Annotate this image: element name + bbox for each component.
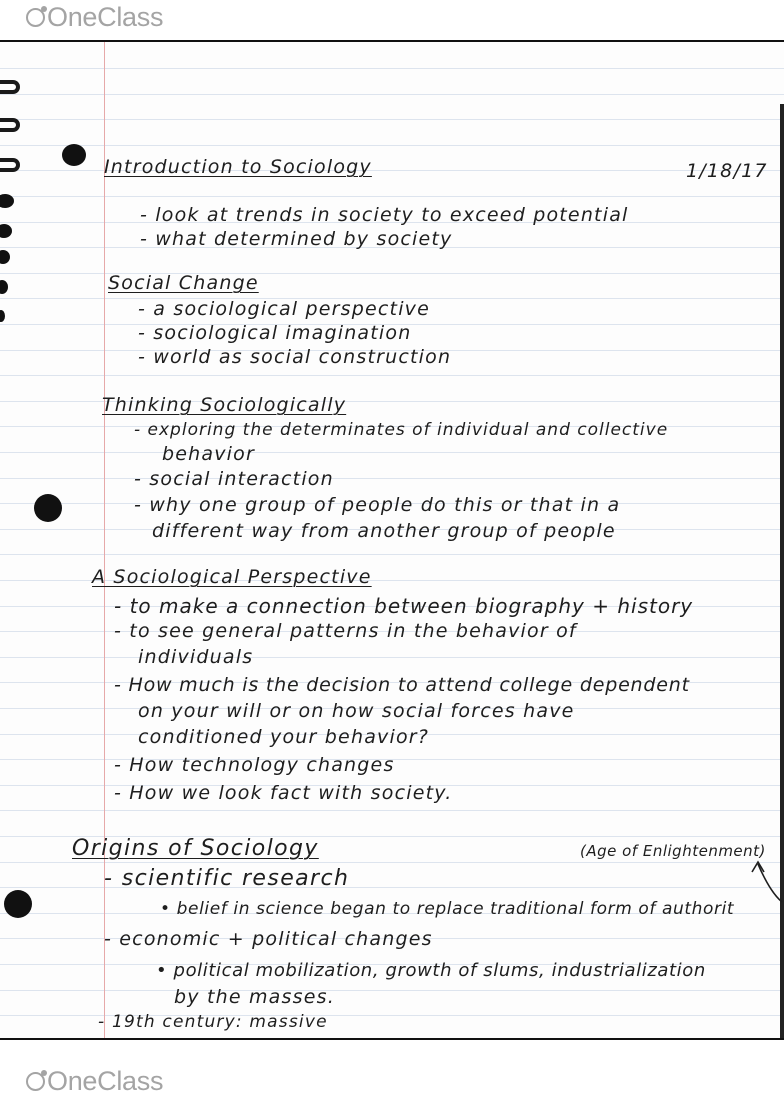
- note-line: - How much is the decision to attend college dependent: [114, 674, 690, 696]
- note-line: - 19th century: massive: [98, 1012, 328, 1032]
- oneclass-logo-text: OneClass: [47, 1066, 164, 1096]
- note-line: - social interaction: [134, 468, 334, 490]
- note-line: • belief in science began to replace traditional form of authorit: [160, 899, 735, 919]
- note-line: - How we look fact with society.: [114, 782, 453, 804]
- note-line: - scientific research: [104, 866, 350, 891]
- note-line: - to see general patterns in the behavior of: [114, 620, 577, 642]
- note-line: - sociological imagination: [138, 322, 412, 344]
- note-line: • political mobilization, growth of slums, industrialization: [156, 960, 706, 981]
- annotation-arrow: [0, 42, 784, 1040]
- oneclass-logo-text: OneClass: [47, 2, 164, 32]
- note-line: - why one group of people do this or that in a: [134, 494, 621, 516]
- note-aside: (Age of Enlightenment): [580, 842, 766, 860]
- heading-social-change: Social Change: [108, 272, 259, 294]
- note-line: on your will or on how social forces have: [138, 700, 575, 722]
- note-line: behavior: [162, 443, 255, 465]
- note-line: - economic + political changes: [104, 928, 433, 950]
- note-line: - exploring the determinates of individual and collective: [134, 420, 669, 440]
- oneclass-logo-icon: [26, 1072, 45, 1091]
- note-line: different way from another group of people: [152, 520, 616, 542]
- heading-introduction: Introduction to Sociology: [104, 156, 372, 178]
- note-line: - look at trends in society to exceed potential: [140, 204, 629, 226]
- notebook-page: [0, 40, 784, 1040]
- heading-sociological-perspective: A Sociological Perspective: [92, 566, 372, 588]
- oneclass-logo-bottom: [26, 1066, 163, 1097]
- note-line: - How technology changes: [114, 754, 395, 776]
- oneclass-logo-icon: [26, 8, 45, 27]
- note-line: - what determined by society: [140, 228, 453, 250]
- note-line: - world as social construction: [138, 346, 452, 368]
- note-line: by the masses.: [174, 986, 335, 1008]
- note-line: - a sociological perspective: [138, 298, 431, 320]
- heading-origins-of-sociology: Origins of Sociology: [72, 836, 319, 861]
- note-line: conditioned your behavior?: [138, 726, 430, 748]
- note-line: - to make a connection between biography + history: [114, 594, 694, 618]
- note-date: 1/18/17: [686, 160, 768, 182]
- heading-thinking-sociologically: Thinking Sociologically: [102, 394, 347, 416]
- note-line: individuals: [138, 646, 254, 668]
- oneclass-logo-top: [26, 2, 163, 33]
